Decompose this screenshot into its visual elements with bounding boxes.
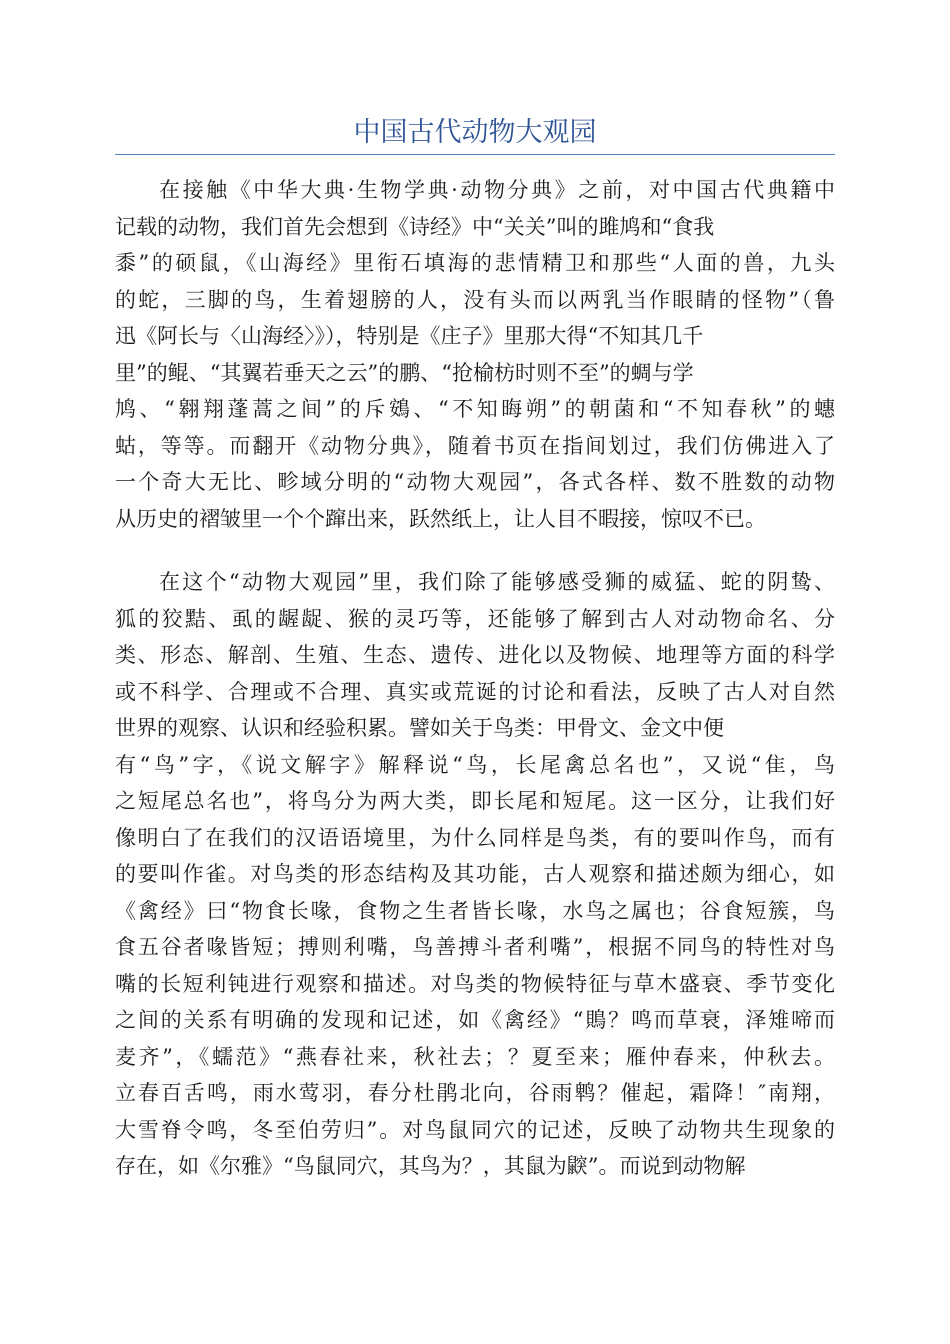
text-line: 麦齐”，《蠕范》“燕春社来，秋社去；？夏至来；雁仲春来，仲秋去。	[115, 1044, 835, 1069]
text-line: 鸠、“翱翔蓬蒿之间”的斥鴳、“不知晦朔”的朝菌和“不知春秋”的蟪	[115, 397, 835, 421]
document-body	[115, 172, 835, 1185]
text-line: 嘴的长短利钝进行观察和描述。对鸟类的物候特征与草木盛衰、季节变化	[115, 971, 835, 996]
text-line: 的要叫作雀。对鸟类的形态结构及其功能，古人观察和描述颇为细心，如	[115, 862, 835, 886]
text-line: 立春百舌鸣，雨水莺羽，春分杜鹃北向，谷雨鹎？催起，霜降！″南翔，	[115, 1081, 835, 1105]
text-line: 世界的观察、认识和经验积累。譬如关于鸟类：甲骨文、金文中便	[115, 716, 724, 740]
text-line: 像明白了在我们的汉语语境里，为什么同样是鸟类，有的要叫作鸟，而有	[115, 825, 835, 850]
text-line: 在接触《中华大典·生物学典·动物分典》之前，对中国古代典籍中	[159, 178, 835, 202]
text-line: 里”的鲲、“其翼若垂天之云”的鹏、“抢榆枋时则不至”的蜩与学	[115, 360, 694, 385]
text-line: 蛄，等等。而翻开《动物分典》，随着书页在指间划过，我们仿佛进入了	[115, 433, 835, 458]
title-underline	[115, 154, 835, 155]
text-line: 类、形态、解剖、生殖、生态、遗传、进化以及物候、地理等方面的科学	[115, 643, 835, 667]
text-line: 黍”的硕鼠，《山海经》里衔石填海的悲情精卫和那些“人面的兽，九头	[115, 251, 835, 275]
text-line: 狐的狡黠、虱的龌龊、猴的灵巧等，还能够了解到古人对动物命名、分	[115, 606, 835, 631]
document-title: 中国古代动物大观园	[353, 117, 597, 148]
text-line: 记载的动物，我们首先会想到《诗经》中“关关”叫的雎鸠和“食我	[115, 214, 715, 239]
text-line: 之间的关系有明确的发现和记述，如《禽经》“鵙？鸣而草衰，泽雉啼而	[115, 1008, 835, 1032]
paragraph-1	[115, 172, 835, 537]
text-line: 从历史的褶皱里一个个蹿出来，跃然纸上，让人目不暇接，惊叹不已。	[115, 506, 766, 531]
paragraph-2	[115, 564, 835, 1185]
text-line: 或不科学、合理或不合理、真实或荒诞的讨论和看法，反映了古人对自然	[115, 679, 835, 704]
text-line: 有“鸟”字，《说文解字》解释说“鸟，长尾禽总名也”，又说“隹，鸟	[115, 752, 835, 777]
text-line: 的蛇，三脚的鸟，生着翅膀的人，没有头而以两乳当作眼睛的怪物”（鲁	[115, 287, 835, 312]
text-line: 大雪脊令鸣，冬至伯劳归”。对鸟鼠同穴的记述，反映了动物共生现象的	[115, 1117, 835, 1142]
text-line: 在这个“动物大观园”里，我们除了能够感受狮的威猛、蛇的阴鸷、	[159, 570, 835, 594]
text-line: 之短尾总名也”，将鸟分为两大类，即长尾和短尾。这一区分，让我们好	[115, 789, 835, 813]
text-line: 《禽经》曰“物食长喙，食物之生者皆长喙，水鸟之属也；谷食短簇，鸟	[115, 898, 835, 923]
text-line: 一个奇大无比、畛域分明的“动物大观园”，各式各样、数不胜数的动物	[115, 470, 835, 494]
text-line: 迅《阿长与〈山海经〉》），特别是《庄子》里那大得“不知其几千	[115, 324, 704, 348]
text-line: 食五谷者喙皆短；搏则利嘴，鸟善搏斗者利嘴”，根据不同鸟的特性对鸟	[115, 935, 835, 959]
text-line: 存在，如《尔雅》“鸟鼠同穴，其鸟为？，其鼠为鼵”。而说到动物解	[115, 1154, 746, 1178]
